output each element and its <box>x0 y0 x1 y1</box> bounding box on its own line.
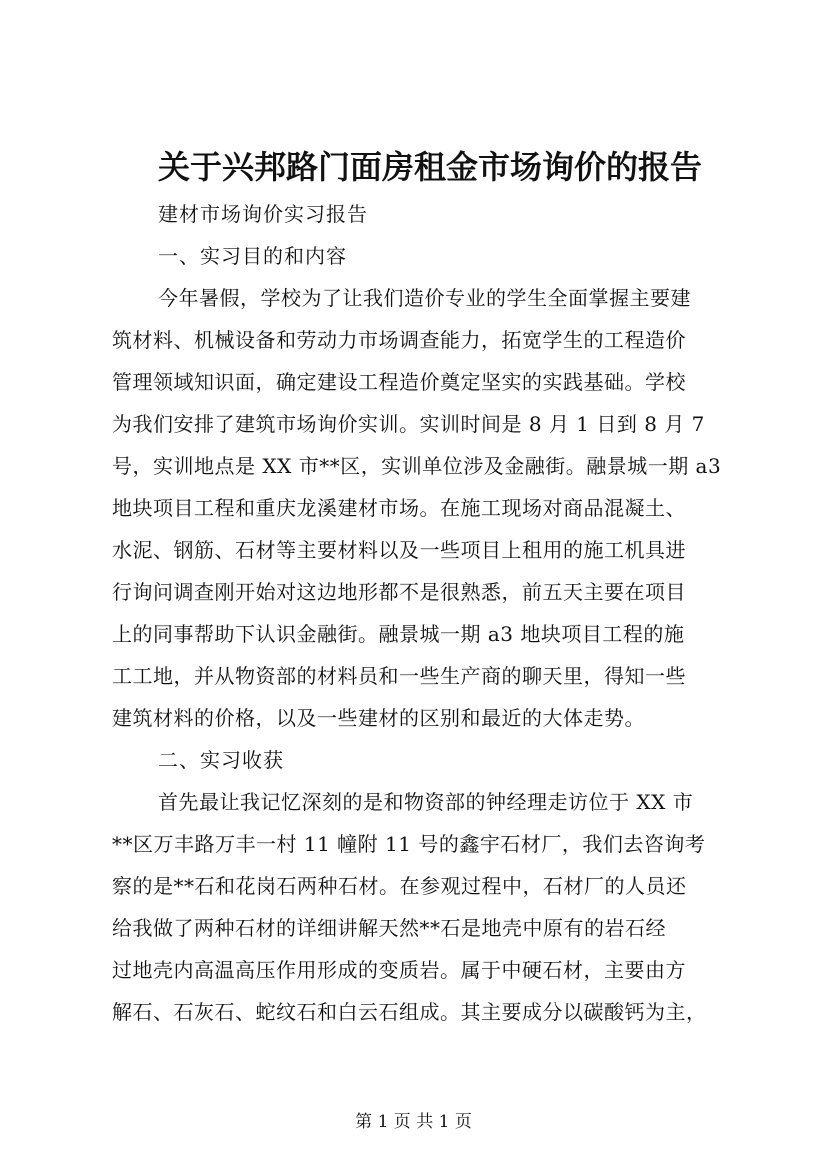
paragraph-line: 建筑材料的价格，以及一些建材的区别和最近的大体走势。 <box>112 706 645 730</box>
paragraph-line: 上的同事帮助下认识金融街。融景城一期 a3 地块项目工程的施 <box>112 622 685 646</box>
section-heading-2: 二、实习收获 <box>158 748 284 772</box>
document-title: 关于兴邦路门面房租金市场询价的报告 <box>158 148 703 186</box>
paragraph-line: 行询问调查刚开始对这边地形都不是很熟悉，前五天主要在项目 <box>112 580 686 604</box>
paragraph-line: 工工地，并从物资部的材料员和一些生产商的聊天里，得知一些 <box>112 664 686 688</box>
paragraph-line: 过地壳内高温高压作用形成的变质岩。属于中硬石材，主要由方 <box>112 958 686 982</box>
paragraph-line: 解石、石灰石、蛇纹石和白云石组成。其主要成分以碳酸钙为主， <box>112 1000 707 1024</box>
paragraph-line: 今年暑假，学校为了让我们造价专业的学生全面掌握主要建 <box>158 286 691 310</box>
paragraph-line: 察的是**石和花岗石两种石材。在参观过程中，石材厂的人员还 <box>112 874 687 898</box>
page-number-footer: 第 1 页 共 1 页 <box>355 1112 472 1132</box>
paragraph-line: 首先最让我记忆深刻的是和物资部的钟经理走访位于 XX 市 <box>158 790 694 814</box>
paragraph-line: **区万丰路万丰一村 11 幢附 11 号的鑫宇石材厂，我们去咨询考 <box>112 832 706 856</box>
paragraph-line: 地块项目工程和重庆龙溪建材市场。在施工现场对商品混凝土、 <box>112 496 686 520</box>
paragraph-line: 为我们安排了建筑市场询价实训。实训时间是 8 月 1 日到 8 月 7 <box>112 412 705 436</box>
paragraph-line: 管理领域知识面，确定建设工程造价奠定坚实的实践基础。学校 <box>112 370 686 394</box>
document-subtitle: 建材市场询价实习报告 <box>158 202 368 226</box>
paragraph-line: 水泥、钢筋、石材等主要材料以及一些项目上租用的施工机具进 <box>112 538 686 562</box>
paragraph-line: 筑材料、机械设备和劳动力市场调查能力，拓宽学生的工程造价 <box>112 328 686 352</box>
section-heading-1: 一、实习目的和内容 <box>158 244 347 268</box>
paragraph-line: 号，实训地点是 XX 市**区，实训单位涉及金融街。融景城一期 a3 <box>112 454 722 478</box>
paragraph-line: 给我做了两种石材的详细讲解天然**石是地壳中原有的岩石经 <box>112 916 666 940</box>
